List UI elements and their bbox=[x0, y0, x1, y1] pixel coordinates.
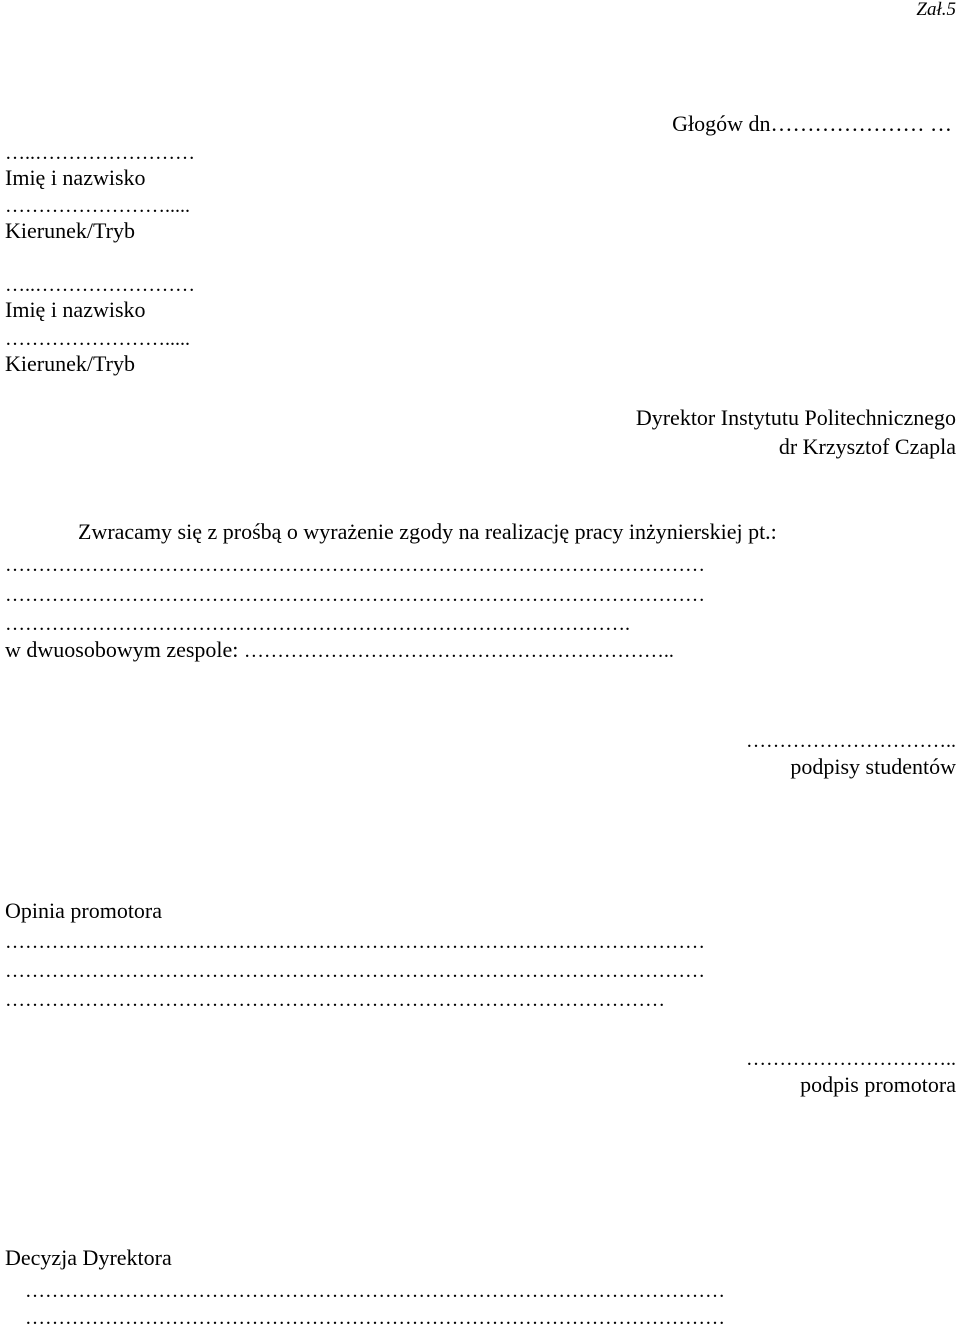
director-decision-line-2[interactable]: …………………………………………………………………………………………… bbox=[25, 1307, 725, 1329]
student-field-label: Kierunek/Tryb bbox=[5, 218, 135, 243]
attachment-label: Zał.5 bbox=[916, 0, 956, 20]
students-signature-dots[interactable]: ………………………….. bbox=[746, 730, 956, 752]
team-label: w dwuosobowym zespole: bbox=[5, 637, 239, 662]
supervisor-opinion-line-1[interactable]: …………………………………………………………………………………………… bbox=[5, 931, 705, 953]
director-decision-heading: Decyzja Dyrektora bbox=[5, 1245, 172, 1270]
student-field-dots[interactable]: ……………………..... bbox=[5, 328, 190, 350]
supervisor-opinion-line-3[interactable]: ……………………………………………………………………………………… bbox=[5, 989, 665, 1011]
supervisor-opinion-line-2[interactable]: …………………………………………………………………………………………… bbox=[5, 960, 705, 982]
team-line bbox=[5, 639, 674, 661]
request-text: Zwracamy się z prośbą o wyrażenie zgody na realizację pracy inżynierskiej pt.: bbox=[78, 519, 777, 544]
team-dots[interactable]: ……………………………………………………….. bbox=[243, 640, 674, 662]
student-name-label: Imię i nazwisko bbox=[5, 165, 146, 190]
director-decision-line-1[interactable]: …………………………………………………………………………………………… bbox=[25, 1280, 725, 1302]
students-signature-label: podpisy studentów bbox=[790, 754, 956, 779]
supervisor-signature-label: podpis promotora bbox=[800, 1072, 956, 1097]
student-name-dots[interactable]: …..…………………… bbox=[5, 274, 195, 296]
supervisor-signature-dots[interactable]: ………………………….. bbox=[746, 1048, 956, 1070]
thesis-title-line-3[interactable]: …………………………………………………………………………………. bbox=[5, 613, 630, 635]
student-field-label: Kierunek/Tryb bbox=[5, 351, 135, 376]
student-field-dots[interactable]: ……………………..... bbox=[5, 195, 190, 217]
student-name-dots[interactable]: …..…………………… bbox=[5, 142, 195, 164]
place-date-line: Głogów dn………………… … bbox=[672, 111, 952, 136]
thesis-title-line-1[interactable]: …………………………………………………………………………………………… bbox=[5, 554, 705, 576]
addressee-title: Dyrektor Instytutu Politechnicznego bbox=[635, 405, 956, 430]
thesis-title-line-2[interactable]: …………………………………………………………………………………………… bbox=[5, 584, 705, 606]
student-name-label: Imię i nazwisko bbox=[5, 297, 146, 322]
addressee-name: dr Krzysztof Czapla bbox=[778, 434, 956, 459]
supervisor-opinion-heading: Opinia promotora bbox=[5, 898, 163, 923]
